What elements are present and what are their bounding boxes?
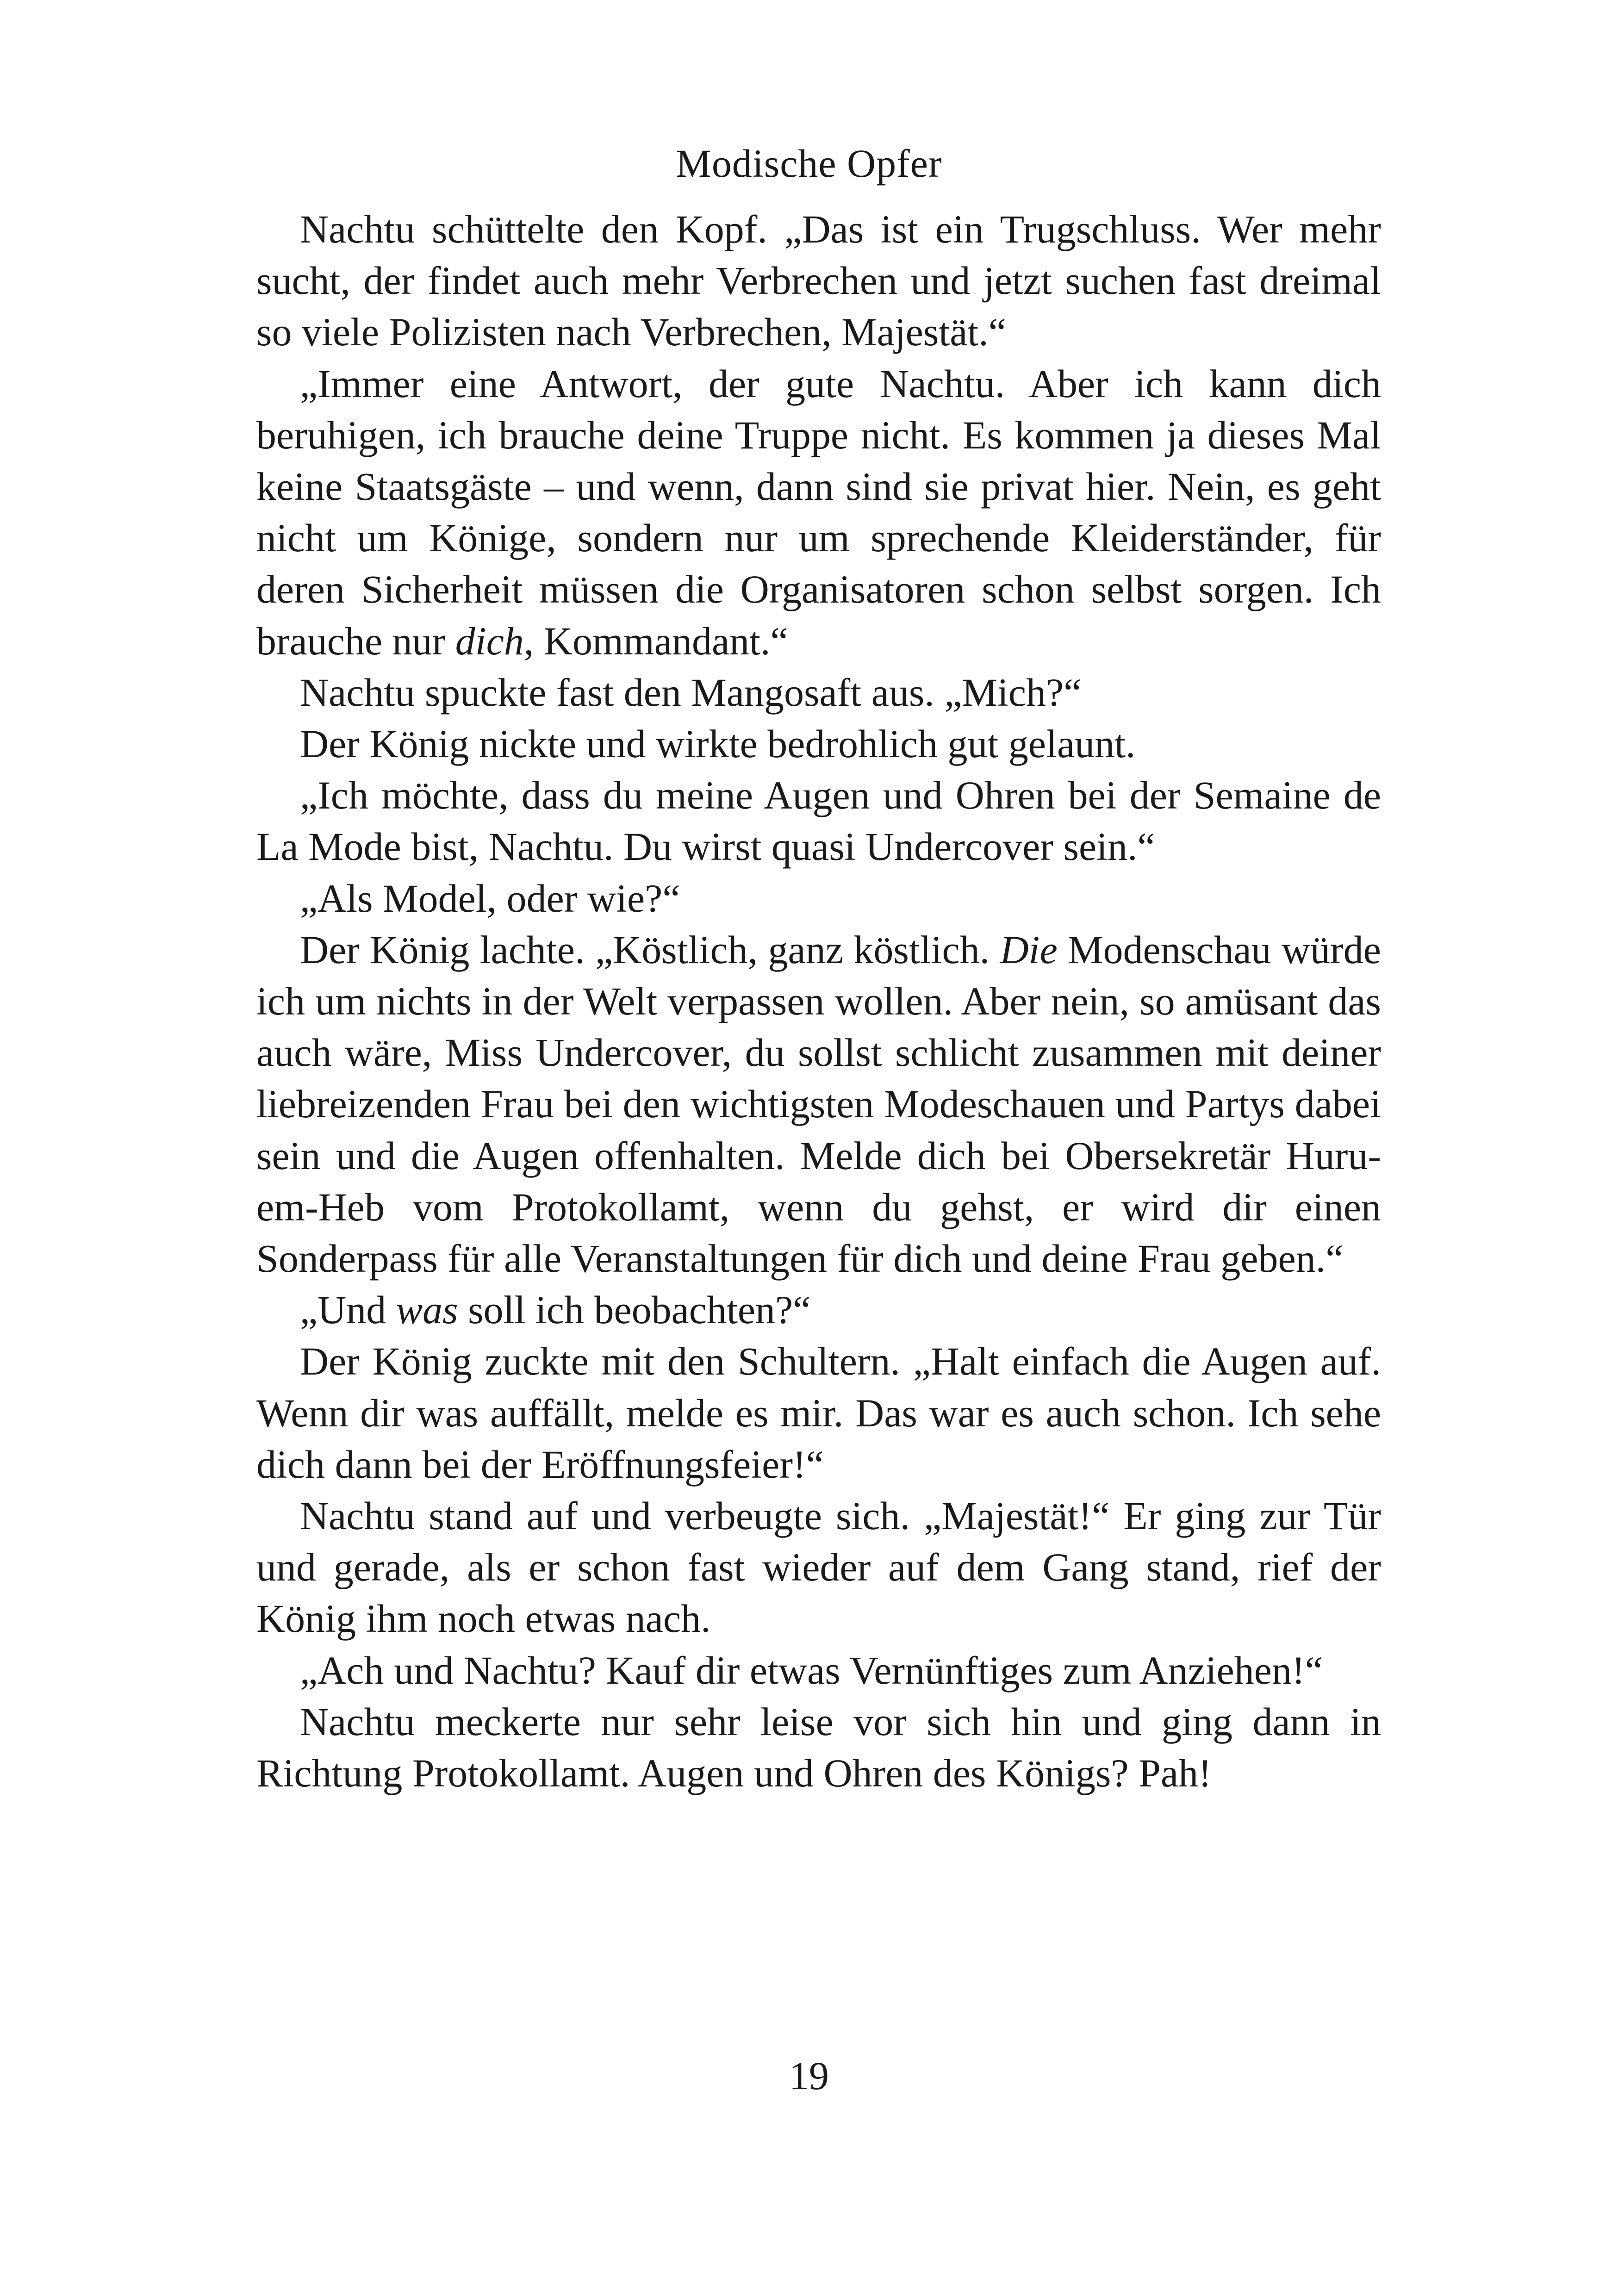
- paragraph: „Als Model, oder wie?“: [300, 876, 680, 921]
- paragraph: Nachtu meckerte nur sehr leise vor sich hin und ging dann in Richtung Protokollamt. Augen und Ohren des Königs? Pah!: [256, 1699, 1381, 1796]
- paragraph: Nachtu spuckte fast den Mangosaft aus. „Mich?“: [300, 670, 1082, 715]
- paragraph: „Und was soll ich beobachten?“: [300, 1288, 811, 1332]
- paragraph: Der König nickte und wirkte bedrohlich gut gelaunt.: [300, 722, 1136, 766]
- emphasis: Die: [1000, 927, 1058, 972]
- paragraph: Nachtu schüttelte den Kopf. „Das ist ein Trugschluss. Wer mehr sucht, der findet auch mehr Verbrechen und jetzt suchen fast dreimal so viele Polizisten nach Verbrechen, Majestät.“: [256, 207, 1381, 355]
- emphasis: dich: [455, 618, 524, 663]
- page-number: 19: [789, 2053, 829, 2098]
- paragraph: Nachtu stand auf und verbeugte sich. „Majestät!“ Er ging zur Tür und gerade, als er schon fast wieder auf dem Gang stand, rief der König ihm noch etwas nach.: [256, 1493, 1381, 1641]
- paragraph: Der König zuckte mit den Schultern. „Halt einfach die Augen auf. Wenn dir was auffällt, melde es mir. Das war es auch schon. Ich sehe dich dann bei der Eröffnungsfeier!“: [256, 1339, 1381, 1487]
- paragraph: Der König lachte. „Köstlich, ganz köstlich. Die Modenschau würde ich um nichts in der Welt verpassen wollen. Aber nein, so amüsant das auch wäre, Miss Undercover, du sollst schlicht zusammen mit deiner liebreizenden Frau bei den wichtigsten Modeschauen und Partys dabei sein und die Augen offenhalten. Melde dich bei Obersekretär Huru-em-Heb vom Protokollamt, wenn du gehst, er wird dir einen Sonderpass für alle Veranstaltungen für dich und deine Frau geben.“: [256, 927, 1381, 1281]
- paragraph: „Immer eine Antwort, der gute Nachtu. Aber ich kann dich beruhigen, ich brauche deine Truppe nicht. Es kommen ja dieses Mal keine Staatsgäste – und wenn, dann sind sie privat hier. Nein, es geht nicht um Könige, sondern nur um sprechende Kleiderständer, für deren Sicherheit müssen die Organisatoren schon selbst sorgen. Ich brauche nur dich, Kommandant.“: [256, 361, 1381, 663]
- emphasis: was: [396, 1288, 458, 1332]
- body-text: [256, 204, 1381, 1799]
- paragraph: „Ach und Nachtu? Kauf dir etwas Vernünftiges zum Anziehen!“: [300, 1648, 1323, 1692]
- paragraph: „Ich möchte, dass du meine Augen und Ohren bei der Semaine de La Mode bist, Nachtu. Du wirst quasi Undercover sein.“: [256, 773, 1381, 869]
- running-title: Modische Opfer: [676, 141, 942, 186]
